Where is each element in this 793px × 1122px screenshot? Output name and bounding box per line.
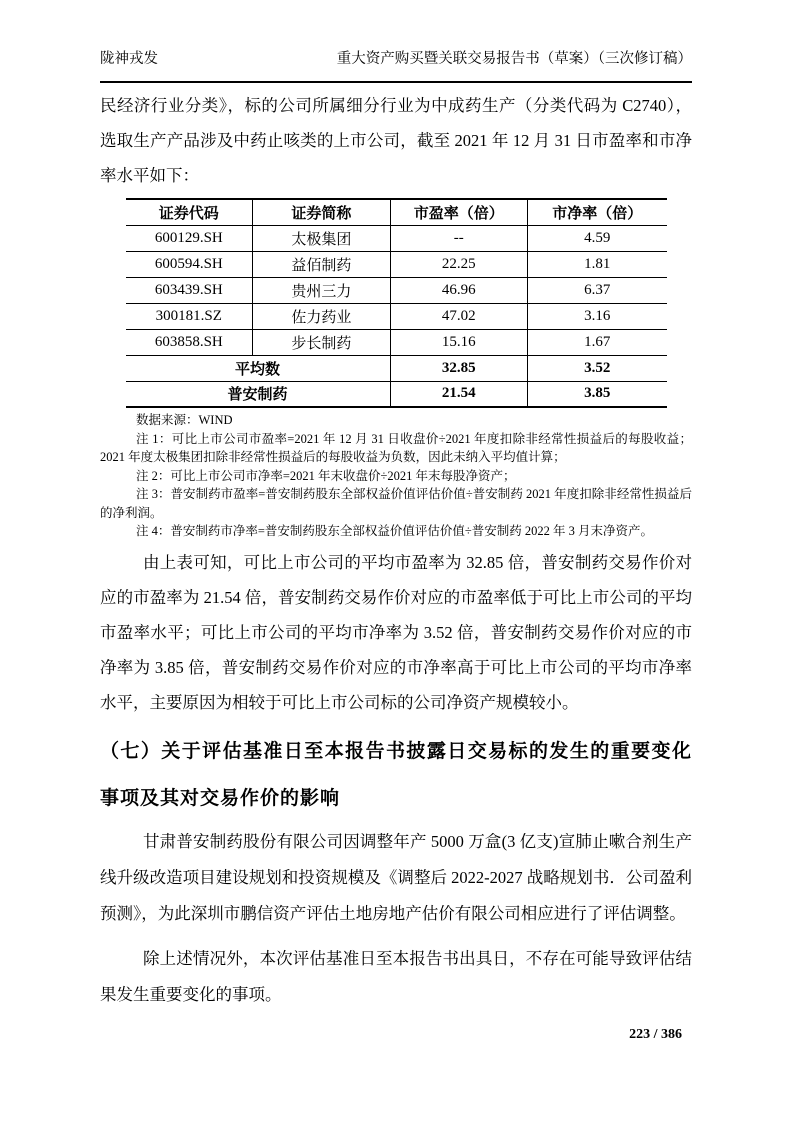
running-header <box>100 50 692 83</box>
page-number: 223 / 386 <box>629 1026 682 1042</box>
data-source-note: 数据来源：WIND <box>136 413 233 427</box>
table-row <box>126 303 667 329</box>
security-code: 600594.SH <box>126 251 253 277</box>
analysis-paragraph: 由上表可知，可比上市公司的平均市盈率为 32.85 倍，普安制药交易作价对应的市盈率为 21.54 倍，普安制药交易作价对应的市盈率低于可比上市公司的平均市盈率水平；可比上市公司的平均市净率为 3.52 倍，普安制药交易作价对应的市净率为 3.85 倍，普安制药交易作价对应的市净率高于可比上市公司的平均市净率水平，主要原因为相较于可比上市公司标的公司净资产规模较小。 <box>100 552 692 712</box>
adjustment-paragraph: 甘肃普安制药股份有限公司因调整年产 5000 万盒(3 亿支)宣肺止嗽合剂生产线升级改造项目建设规划和投资规模及《调整后 2022-2027 战略规划书．公司盈利预测》，为此深圳市鹏信资产评估土地房地产估价有限公司相应进行了评估调整。 <box>100 831 692 923</box>
header-report-title: 重大资产购买暨关联交易报告书（草案）（三次修订稿） <box>336 51 692 67</box>
intro-paragraph: 民经济行业分类》，标的公司所属细分行业为中成药生产（分类代码为 C2740），选取生产产品涉及中药止咳类的上市公司，截至 2021 年 12 月 31 日市盈率和市净率水平如下： <box>100 96 692 185</box>
target-pe-value: 21.54 <box>390 381 527 407</box>
pe-value: 47.02 <box>390 303 527 329</box>
note-3: 注 3：普安制药市盈率=普安制药股东全部权益价值评估价值÷普安制药 2021 年度扣除非经常性损益后的净利润。 <box>100 487 692 520</box>
pe-value: 22.25 <box>390 251 527 277</box>
table-notes <box>100 411 692 541</box>
note-1: 注 1：可比上市公司市盈率=2021 年 12 月 31 日收盘价÷2021 年度扣除非经常性损益后的每股收益；2021 年度太极集团扣除非经常性损益后的每股收益为负数，因此未纳入平均值计算； <box>100 431 692 464</box>
security-name: 太极集团 <box>253 225 390 251</box>
col-header-pb-ratio: 市净率（倍） <box>527 199 666 225</box>
security-name: 贵州三力 <box>253 277 390 303</box>
header-company-short-name: 陇神戎发 <box>100 51 158 67</box>
pb-value: 1.67 <box>527 329 666 355</box>
security-name: 步长制药 <box>253 329 390 355</box>
target-pb-value: 3.85 <box>527 381 666 407</box>
pe-value: -- <box>390 225 527 251</box>
average-pb-value: 3.52 <box>527 355 666 381</box>
col-header-security-name: 证券简称 <box>253 199 390 225</box>
table-row <box>126 329 667 355</box>
table-average-row <box>126 355 667 381</box>
pb-value: 1.81 <box>527 251 666 277</box>
comparable-companies-table <box>126 198 667 408</box>
pe-value: 46.96 <box>390 277 527 303</box>
table-target-row <box>126 381 667 407</box>
note-4: 注 4：普安制药市净率=普安制药股东全部权益价值评估价值÷普安制药 2022 年 3 月末净资产。 <box>136 524 654 538</box>
pb-value: 3.16 <box>527 303 666 329</box>
average-label: 平均数 <box>126 355 391 381</box>
table-row <box>126 277 667 303</box>
security-name: 佐力药业 <box>253 303 390 329</box>
col-header-security-code: 证券代码 <box>126 199 253 225</box>
security-code: 300181.SZ <box>126 303 253 329</box>
note-2: 注 2：可比上市公司市净率=2021 年末收盘价÷2021 年末每股净资产； <box>136 468 516 483</box>
pb-value: 6.37 <box>527 277 666 303</box>
security-code: 603439.SH <box>126 277 253 303</box>
pe-value: 15.16 <box>390 329 527 355</box>
table-header-row <box>126 199 667 225</box>
col-header-pe-ratio: 市盈率（倍） <box>390 199 527 225</box>
section-heading-7: （七）关于评估基准日至本报告书披露日交易标的发生的重要变化事项及其对交易作价的影响 <box>100 740 692 809</box>
security-name: 益佰制药 <box>253 251 390 277</box>
pb-value: 4.59 <box>527 225 666 251</box>
security-code: 603858.SH <box>126 329 253 355</box>
security-code: 600129.SH <box>126 225 253 251</box>
target-company-label: 普安制药 <box>126 381 391 407</box>
exception-paragraph: 除上述情况外，本次评估基准日至本报告书出具日，不存在可能导致评估结果发生重要变化的事项。 <box>100 948 692 1004</box>
average-pe-value: 32.85 <box>390 355 527 381</box>
table-row <box>126 251 667 277</box>
table-row <box>126 225 667 251</box>
